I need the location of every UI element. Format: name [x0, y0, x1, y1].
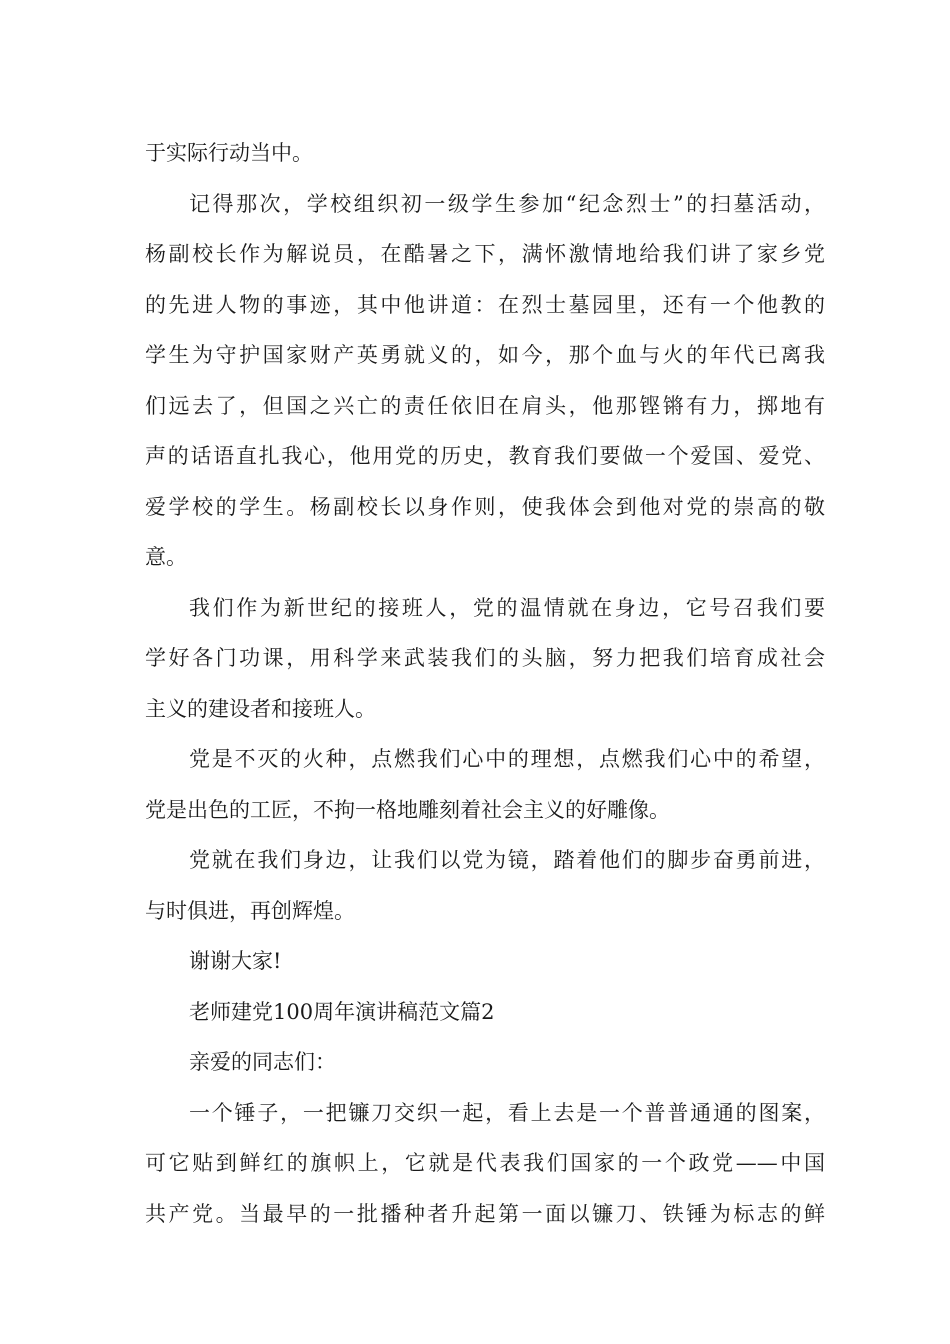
closing-line: 谢谢大家! — [189, 949, 282, 973]
salutation-line: 亲爱的同志们： — [189, 1050, 336, 1074]
section-heading: 老师建党100周年演讲稿范文篇2 — [189, 999, 495, 1024]
text-line: 一个锤子，一把镰刀交织一起，看上去是一个普普通通的图案， — [189, 1100, 825, 1125]
text-line: 于实际行动当中。 — [145, 141, 313, 165]
text-line: 共产党。当最早的一批播种者升起第一面以镰刀、铁锤为标志的鲜 — [145, 1201, 825, 1226]
text-line: 学生为守护国家财产英勇就义的，如今，那个血与火的年代已离我 — [145, 343, 825, 367]
text-line: 可它贴到鲜红的旗帜上，它就是代表我们国家的一个政党——中国 — [145, 1151, 825, 1175]
text-line: 意。 — [145, 545, 187, 569]
text-line: 学好各门功课，用科学来武装我们的头脑，努力把我们培育成社会 — [145, 646, 825, 670]
document-body — [145, 128, 825, 1239]
text-line: 我们作为新世纪的接班人，党的温情就在身边，它号召我们要 — [189, 595, 825, 620]
text-line: 声的话语直扎我心，他用党的历史，教育我们要做一个爱国、爱党、 — [145, 444, 825, 468]
text-line: 党是出色的工匠，不拘一格地雕刻着社会主义的好雕像。 — [145, 797, 670, 822]
text-line: 爱学校的学生。杨副校长以身作则，使我体会到他对党的崇高的敬 — [145, 494, 825, 519]
text-line: 党是不灭的火种，点燃我们心中的理想，点燃我们心中的希望， — [189, 747, 825, 771]
text-line: 杨副校长作为解说员，在酷暑之下，满怀激情地给我们讲了家乡党 — [145, 242, 825, 266]
text-line: 记得那次，学校组织初一级学生参加“纪念烈士”的扫墓活动， — [189, 191, 825, 216]
text-line: 党就在我们身边，让我们以党为镜，踏着他们的脚步奋勇前进， — [189, 848, 825, 872]
text-line: 主义的建设者和接班人。 — [145, 696, 376, 721]
text-line: 与时俱进，再创辉煌。 — [145, 898, 355, 923]
text-line: 们远去了，但国之兴亡的责任依旧在肩头，他那铿锵有力，掷地有 — [145, 393, 825, 418]
text-line: 的先进人物的事迹，其中他讲道：在烈士墓园里，还有一个他教的 — [145, 292, 825, 317]
